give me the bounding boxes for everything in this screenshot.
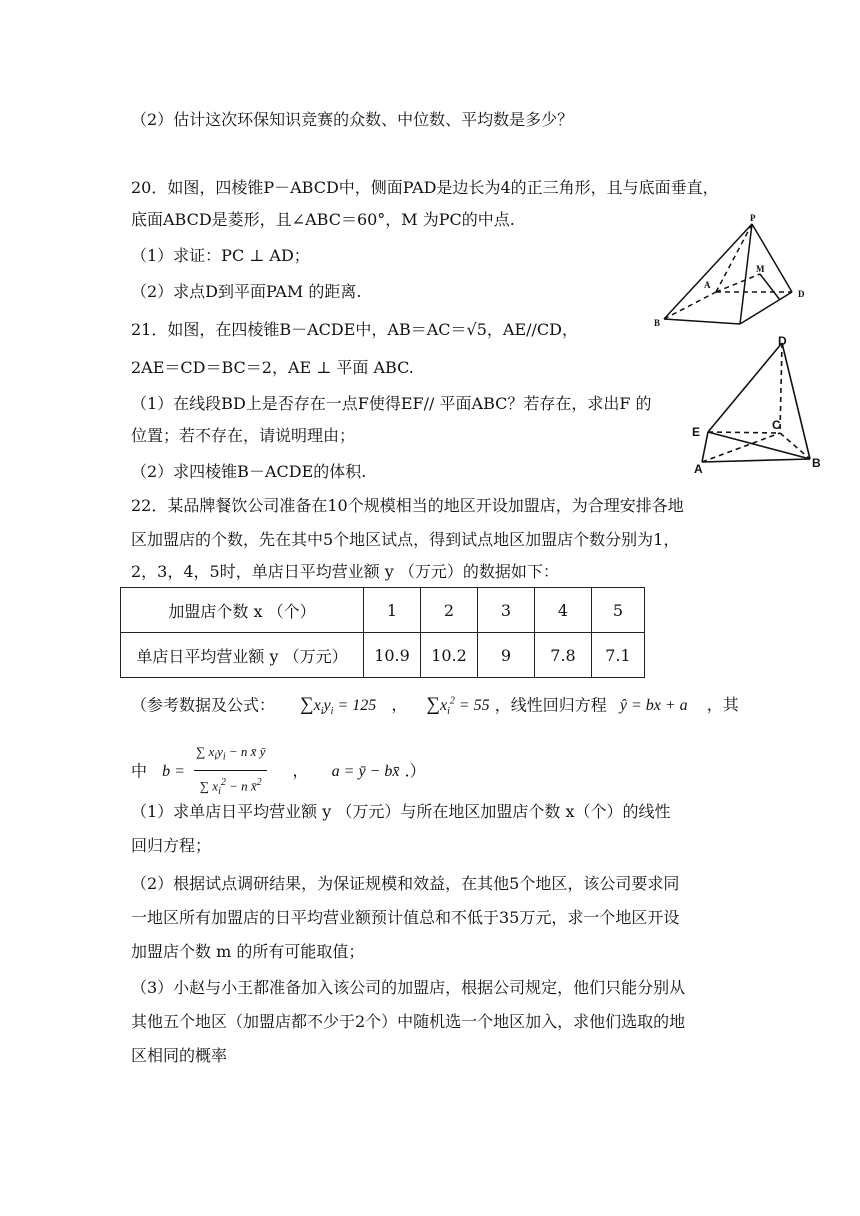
fig-label-c: C xyxy=(772,418,781,432)
a-coefficient-formula: a = ȳ − bx̄ xyxy=(331,763,400,781)
table-cell: 10.9 xyxy=(364,633,421,678)
fig-label-d: D xyxy=(798,289,805,299)
reference-formula-line1: （参考数据及公式： $\sum x_iy_i = 125$ ， $\sum x_i^2 = 55$ ，线性回归方程 ŷ = bx + a ，其 xyxy=(131,694,739,718)
question-21-stem-line2: 2AE＝CD＝BC＝2，AE ⊥ 平面 ABC. xyxy=(131,358,414,377)
table-cell: 7.1 xyxy=(592,633,645,678)
row-label-store-count: 加盟店个数 x （个） xyxy=(121,588,364,633)
question-22-stem-line2: 区加盟店的个数，先在其中5个地区试点，得到试点地区加盟店个数分别为1， xyxy=(131,530,680,549)
table-row xyxy=(121,588,645,633)
sum-xy-value: = 125 xyxy=(337,697,377,715)
question-22-part2-line1: （2）根据试点调研结果，为保证规模和效益，在其他5个地区，该公司要求同 xyxy=(131,874,680,893)
table-cell: 10.2 xyxy=(421,633,478,678)
reference-formula-line2: 中 b = $\frac{\sum x_iy_i - n x̄ ȳ}{\sum x_i^2 - n x̄^2}$ ， a = ȳ − bx̄ .） xyxy=(131,740,426,804)
sum-x2-formula: $\sum x_i^2 = 55$ xyxy=(426,694,490,718)
fig-label-a: A xyxy=(704,280,711,290)
sum-xy-formula: $\sum x_iy_i = 125$ xyxy=(300,694,377,718)
fig-label-b: B xyxy=(812,456,821,470)
question-20-part2: （2）求点D到平面PAM 的距离. xyxy=(131,282,362,301)
regression-equation: ŷ = bx + a xyxy=(619,697,688,715)
table-cell: 7.8 xyxy=(535,633,592,678)
fig-label-p: P xyxy=(750,213,756,223)
question-21-part1-line1: （1）在线段BD上是否存在一点F使得EF// 平面ABC？若存在，求出F 的 xyxy=(131,394,652,413)
question-22-part1-line2: 回归方程； xyxy=(131,836,212,855)
b-coefficient-fraction: $\frac{\sum x_iy_i - n x̄ ȳ}{\sum x_i^2 - n x̄^2}$ xyxy=(194,740,267,804)
regression-text: ，线性回归方程 xyxy=(494,695,607,715)
table-cell: 4 xyxy=(535,588,592,633)
question-19-part2: （2）估计这次环保知识竞赛的众数、中位数、平均数是多少？ xyxy=(131,110,574,129)
fig-label-a: A xyxy=(694,462,703,473)
fig-label-m: M xyxy=(756,264,765,274)
table-cell: 9 xyxy=(478,633,535,678)
question-22-part1-line1: （1）求单店日平均营业额 y （万元）与所在地区加盟店个数 x（个）的线性 xyxy=(131,802,671,821)
question-22-part2-line2: 一地区所有加盟店的日平均营业额预计值总和不低于35万元，求一个地区开设 xyxy=(131,908,680,927)
question-22-part3-line1: （3）小赵与小王都准备加入该公司的加盟店，根据公司规定，他们只能分别从 xyxy=(131,978,686,997)
question-22-part2-line3: 加盟店个数 m 的所有可能取值； xyxy=(131,942,365,961)
question-21-part1-line2: 位置；若不存在，请说明理由； xyxy=(131,426,356,445)
question-22-part3-line2: 其他五个地区（加盟店都不少于2个）中随机选一个地区加入，求他们选取的地 xyxy=(131,1012,686,1031)
question-20-stem-line2: 底面ABCD是菱形，且∠ABC＝60°，M 为PC的中点. xyxy=(131,210,515,229)
row-label-daily-revenue: 单店日平均营业额 y （万元） xyxy=(121,633,364,678)
reference2-prefix: 中 xyxy=(131,761,148,781)
table-cell: 5 xyxy=(592,588,645,633)
franchise-data-table xyxy=(120,587,645,678)
fig-label-d: D xyxy=(778,334,787,348)
question-22-part3-line3: 区相同的概率 xyxy=(131,1046,228,1065)
reference-end: ，其 xyxy=(706,695,739,715)
question-22-stem-line1: 22．某品牌餐饮公司准备在10个规模相当的地区开设加盟店，为合理安排各地 xyxy=(131,496,684,515)
sum-x2-value: = 55 xyxy=(458,697,490,715)
question-21-stem-line1: 21．如图，在四棱锥B－ACDE中，AB＝AC＝√5，AE//CD， xyxy=(131,320,578,339)
reference-prefix: （参考数据及公式： xyxy=(131,695,276,715)
table-cell: 1 xyxy=(364,588,421,633)
table-row xyxy=(121,633,645,678)
question-20-stem-line1: 20．如图，四棱锥P－ABCD中，侧面PAD是边长为4的正三角形，且与底面垂直， xyxy=(131,178,719,197)
fig-label-b: B xyxy=(654,318,661,328)
table-cell: 2 xyxy=(421,588,478,633)
question-20-part1: （1）求证：PC ⊥ AD； xyxy=(131,246,310,265)
pyramid-figure-q21 xyxy=(688,333,828,473)
fig-label-e: E xyxy=(692,425,701,439)
table-cell: 3 xyxy=(478,588,535,633)
reference2-end: .） xyxy=(404,761,426,781)
pyramid-figure-q20 xyxy=(652,212,812,332)
question-21-part2: （2）求四棱锥B－ACDE的体积. xyxy=(131,462,367,481)
question-22-stem-line3: 2，3，4，5时，单店日平均营业额 y （万元）的数据如下： xyxy=(131,562,559,581)
